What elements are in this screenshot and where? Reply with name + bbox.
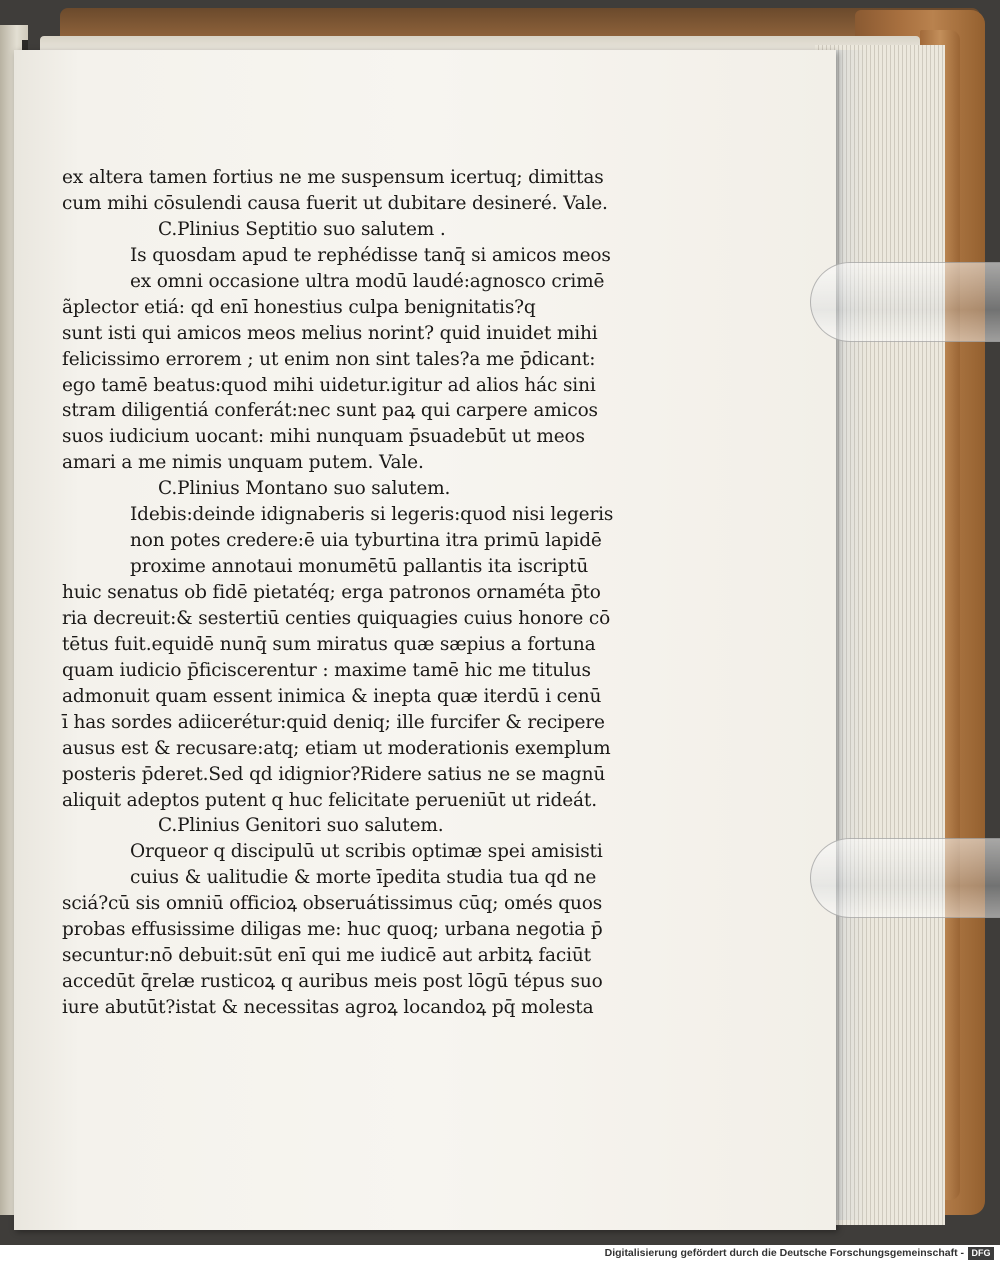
- dfg-logo: DFG: [968, 1247, 994, 1260]
- page-clip-bottom: [810, 838, 1000, 918]
- text-line: ex altera tamen fortius ne me suspensum icertuq; dimittas: [62, 167, 604, 188]
- letter-heading: C.Plinius Septitio suo salutem .: [158, 218, 446, 240]
- text-line: cuius & ualitudie & morte īpedita studia tua qd ne: [130, 867, 597, 889]
- text-line: ī has sordes adiicerétur:quid deniq; ille furcifer & recipere: [62, 711, 605, 733]
- text-line: felicissimo errorem ; ut enim non sint tales?a me p̄dicant:: [62, 348, 596, 370]
- funding-credit: Digitalisierung gefördert durch die Deutsche Forschungsgemeinschaft -: [604, 1247, 964, 1259]
- text-line: quam iudicio p̄ficiscerentur : maxime tamē hic me titulus: [62, 659, 591, 681]
- text-line: ego tamē beatus:quod mihi uidetur.igitur ad alios hác sini: [62, 374, 596, 396]
- text-line: ausus est & recusare:atq; etiam ut moderationis exemplum: [62, 737, 611, 759]
- text-line: tētus fuit.equidē nunq̄ sum miratus quæ sæpius a fortuna: [62, 633, 596, 655]
- text-block: [62, 165, 614, 1021]
- text-line: non potes credere:ē uia tyburtina itra primū lapidē: [130, 530, 602, 552]
- text-line: posteris p̄deret.Sed qd idignior?Ridere satius ne se magnū: [62, 763, 606, 785]
- text-line: admonuit quam essent inimica & inepta quæ iterdū i cenū: [62, 685, 602, 707]
- text-line: accedūt q̄relæ rusticoꝝ q auribus meis post lōgū tépus suo: [62, 971, 603, 993]
- text-line: proxime annotaui monumētū pallantis ita iscriptū: [130, 556, 589, 578]
- letter-heading: C.Plinius Genitori suo salutem.: [158, 815, 444, 837]
- letter-heading: C.Plinius Montano suo salutem.: [158, 478, 451, 500]
- text-line: stram diligentiá conferát:nec sunt paꝝ qui carpere amicos: [62, 400, 598, 422]
- text-line: Idebis:deinde idignaberis si legeris:quod nisi legeris: [130, 504, 614, 526]
- text-line: probas effusissime diligas me: huc quoq; urbana negotia p̄: [62, 919, 603, 941]
- text-line: huic senatus ob fidē pietatéq; erga patronos ornaméta p̄to: [62, 582, 601, 603]
- text-line: ria decreuit:& sestertiū centies quiquagies cuius honore cō: [62, 607, 611, 629]
- text-line: ãplector etiá: qd enī honestius culpa benignitatis?q: [62, 296, 536, 318]
- text-line: aliquit adeptos putent q huc felicitate perueniūt ut rideát.: [62, 789, 597, 811]
- text-line: ex omni occasione ultra modū laudé:agnosco crimē: [130, 270, 605, 292]
- page-clip-top: [810, 262, 1000, 342]
- footer: [0, 1245, 1000, 1263]
- text-line: cum mihi cōsulendi causa fuerit ut dubitare desineré. Vale.: [62, 192, 608, 214]
- text-line: Orqueor q discipulū ut scribis optimæ spei amisisti: [130, 841, 603, 863]
- text-line: suos iudicium uocant: mihi nunquam p̄suadebūt ut meos: [62, 426, 585, 448]
- text-line: Is quosdam apud te rephédisse tanq̄ si amicos meos: [130, 244, 611, 266]
- text-line: iure abutūt?istat & necessitas agroꝝ locandoꝝ pq̄ molesta: [62, 997, 594, 1018]
- text-line: amari a me nimis unquam putem. Vale.: [62, 452, 424, 474]
- text-line: sunt isti qui amicos meos melius norint? quid inuidet mihi: [62, 322, 598, 344]
- text-line: secuntur:nō debuit:sūt enī qui me iudicē aut arbitꝝ faciūt: [62, 945, 591, 967]
- text-line: sciá?cū sis omniū officioꝝ obseruátissimus cūq; omés quos: [62, 893, 603, 915]
